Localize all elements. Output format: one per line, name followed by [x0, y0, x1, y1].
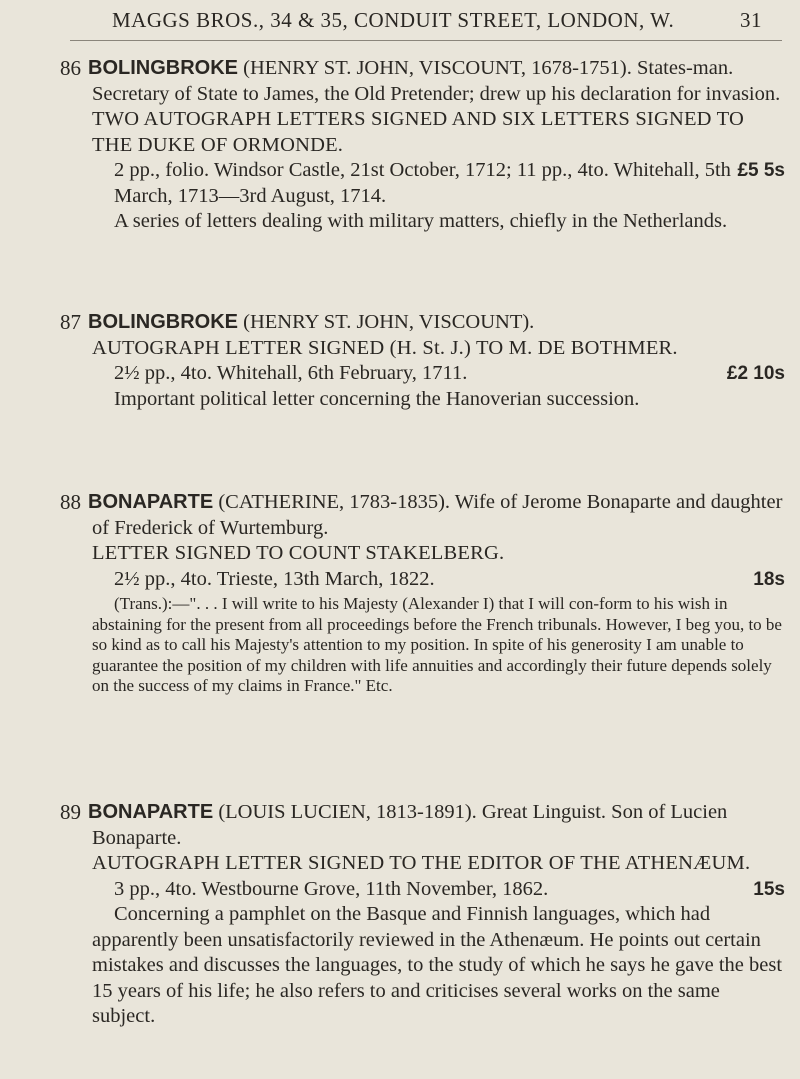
catalogue-entry-87	[60, 310, 785, 412]
entry-price: 18s	[753, 568, 785, 590]
entry-price: 15s	[753, 878, 785, 900]
running-head-text: MAGGS BROS., 34 & 35, CONDUIT STREET, LONDON, W.	[112, 8, 675, 32]
entry-heading-text: (HENRY ST. JOHN, VISCOUNT, 1678-1751). States-man. Secretary of State to James, the Old Pretender; drew up his declaration for invasion.	[92, 57, 781, 105]
entry-description: Important political letter concerning the Hanoverian succession.	[114, 387, 640, 410]
entry-details: 2 pp., folio. Windsor Castle, 21st October, 1712; 11 pp., 4to. Whitehall, 5th March, 1713—3rd August, 1714.	[114, 159, 731, 207]
entry-price: £5 5s	[737, 160, 785, 181]
entry-name: BONAPARTE	[88, 801, 214, 823]
entry-heading	[88, 490, 785, 541]
running-head	[112, 8, 762, 33]
entry-heading	[88, 800, 785, 851]
entry-heading	[88, 310, 785, 336]
entry-details: 2½ pp., 4to. Whitehall, 6th February, 1711.	[114, 362, 468, 384]
entry-heading-text: (LOUIS LUCIEN, 1813-1891). Great Linguist. Son of Lucien Bonaparte.	[92, 801, 728, 849]
entry-name: BOLINGBROKE	[88, 57, 238, 79]
entry-price: £2 10s	[726, 363, 785, 384]
header-rule	[70, 40, 782, 41]
entry-details: 2½ pp., 4to. Trieste, 13th March, 1822.	[114, 567, 435, 590]
lot-number: 89	[60, 800, 81, 824]
entry-heading-text: (CATHERINE, 1783-1835). Wife of Jerome Bonaparte and daughter of Frederick of Wurtemburg.	[92, 491, 783, 539]
entry-details: 3 pp., 4to. Westbourne Grove, 11th November, 1862.	[114, 877, 549, 900]
entry-title: TWO AUTOGRAPH LETTERS SIGNED AND SIX LETTERS SIGNED TO THE DUKE OF ORMONDE.	[92, 108, 744, 156]
entry-title: AUTOGRAPH LETTER SIGNED TO THE EDITOR OF THE ATHENÆUM.	[92, 852, 751, 874]
page-number: 31	[740, 8, 762, 32]
entry-description: Concerning a pamphlet on the Basque and Finnish languages, which had apparently been unsatisfactorily reviewed in the Athenæum. He points out certain mistakes and discusses the languages, to the study of which he says he gave the best 15 years of his life; he also refers to and criticises several works on the same subject.	[92, 903, 783, 1027]
catalogue-entry-88	[60, 490, 785, 697]
entry-title: LETTER SIGNED TO COUNT STAKELBERG.	[92, 542, 505, 564]
entry-title: AUTOGRAPH LETTER SIGNED (H. St. J.) TO M. DE BOTHMER.	[92, 336, 678, 359]
lot-number: 86	[60, 56, 81, 80]
entry-name: BONAPARTE	[88, 491, 214, 513]
lot-number: 87	[60, 310, 81, 334]
entry-description: A series of letters dealing with military matters, chiefly in the Netherlands.	[114, 210, 728, 232]
entry-translation: (Trans.):—". . . I will write to his Majesty (Alexander I) that I will con-form to his wish in abstaining for the present from all proceedings before the French tribunals. However, I beg you, to be so kind as to call his Majesty's attention to my position. In spite of his generosity I am unable to guarantee the position of my children with life annuities and accordingly their future depends solely on the success of my claims in France." Etc.	[92, 594, 782, 695]
lot-number: 88	[60, 490, 81, 514]
entry-heading-text: (HENRY ST. JOHN, VISCOUNT).	[238, 311, 535, 333]
entry-heading	[88, 56, 785, 107]
catalogue-entry-86	[60, 56, 785, 235]
entry-name: BOLINGBROKE	[88, 311, 238, 333]
catalogue-entry-89	[60, 800, 785, 1030]
